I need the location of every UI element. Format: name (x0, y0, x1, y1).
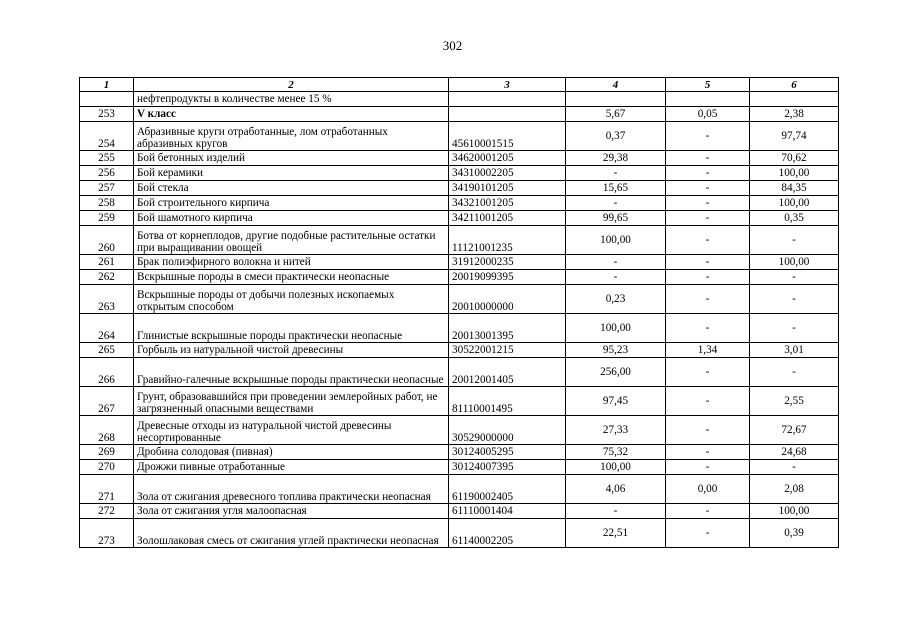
row-number: 256 (80, 166, 134, 181)
waste-name: Дрожжи пивные отработанные (134, 460, 449, 475)
fkko-code: 20019099395 (449, 270, 566, 285)
table-row (80, 314, 839, 343)
value-col-4: 22,51 (566, 519, 666, 548)
value-col-4 (566, 92, 666, 107)
value-col-4: 27,33 (566, 416, 666, 445)
table-row (80, 211, 839, 226)
value-col-6 (750, 92, 839, 107)
row-number: 261 (80, 255, 134, 270)
table-row (80, 519, 839, 548)
value-col-4: 0,23 (566, 285, 666, 314)
column-header: 1 (80, 78, 134, 92)
value-col-6: 72,67 (750, 416, 839, 445)
waste-name: V класс (134, 107, 449, 122)
row-number: 265 (80, 343, 134, 358)
value-col-5: - (666, 285, 750, 314)
row-number: 272 (80, 504, 134, 519)
value-col-6: 2,08 (750, 475, 839, 504)
header-row (80, 78, 839, 92)
value-col-4: - (566, 196, 666, 211)
table-row (80, 92, 839, 107)
fkko-code: 34321001205 (449, 196, 566, 211)
value-col-5: - (666, 255, 750, 270)
fkko-code: 30522001215 (449, 343, 566, 358)
value-col-4: 95,23 (566, 343, 666, 358)
value-col-6: 0,39 (750, 519, 839, 548)
fkko-code: 34190101205 (449, 181, 566, 196)
waste-name: Дробина солодовая (пивная) (134, 445, 449, 460)
value-col-4: 100,00 (566, 314, 666, 343)
value-col-4: 100,00 (566, 460, 666, 475)
table-row (80, 343, 839, 358)
waste-name: Бой стекла (134, 181, 449, 196)
fkko-code: 20012001405 (449, 358, 566, 387)
row-number: 264 (80, 314, 134, 343)
value-col-6: - (750, 460, 839, 475)
value-col-6: - (750, 285, 839, 314)
fkko-code: 11121001235 (449, 226, 566, 255)
value-col-5: - (666, 196, 750, 211)
table-row (80, 460, 839, 475)
fkko-code: 30124007395 (449, 460, 566, 475)
table-row (80, 226, 839, 255)
value-col-6: 2,38 (750, 107, 839, 122)
value-col-5: - (666, 181, 750, 196)
value-col-5: - (666, 151, 750, 166)
value-col-4: - (566, 166, 666, 181)
table-row (80, 504, 839, 519)
value-col-5: - (666, 122, 750, 151)
value-col-6: - (750, 226, 839, 255)
value-col-6: 100,00 (750, 255, 839, 270)
value-col-6: 2,55 (750, 387, 839, 416)
row-number: 255 (80, 151, 134, 166)
row-number: 253 (80, 107, 134, 122)
value-col-6: 100,00 (750, 196, 839, 211)
value-col-5: - (666, 270, 750, 285)
value-col-4: 99,65 (566, 211, 666, 226)
table-row (80, 107, 839, 122)
table-row (80, 475, 839, 504)
waste-name: Брак полиэфирного волокна и нитей (134, 255, 449, 270)
value-col-6: 0,35 (750, 211, 839, 226)
value-col-4: 97,45 (566, 387, 666, 416)
waste-table (79, 77, 839, 548)
table-row (80, 122, 839, 151)
row-number: 271 (80, 475, 134, 504)
table-row (80, 270, 839, 285)
waste-name: нефтепродукты в количестве менее 15 % (134, 92, 449, 107)
row-number: 267 (80, 387, 134, 416)
value-col-6: 24,68 (750, 445, 839, 460)
value-col-5 (666, 92, 750, 107)
row-number: 270 (80, 460, 134, 475)
value-col-6: 84,35 (750, 181, 839, 196)
value-col-4: 15,65 (566, 181, 666, 196)
value-col-6: 70,62 (750, 151, 839, 166)
row-number: 260 (80, 226, 134, 255)
fkko-code: 61110001404 (449, 504, 566, 519)
value-col-5: - (666, 504, 750, 519)
table-row (80, 416, 839, 445)
page-number: 302 (442, 38, 463, 53)
value-col-5: - (666, 416, 750, 445)
waste-name: Золошлаковая смесь от сжигания углей практически неопасная (134, 519, 449, 548)
table-row (80, 181, 839, 196)
waste-name: Зола от сжигания древесного топлива практически неопасная (134, 475, 449, 504)
value-col-5: - (666, 519, 750, 548)
value-col-4: 75,32 (566, 445, 666, 460)
value-col-4: - (566, 255, 666, 270)
waste-name: Гравийно-галечные вскрышные породы практически неопасные (134, 358, 449, 387)
fkko-code: 81110001495 (449, 387, 566, 416)
row-number: 258 (80, 196, 134, 211)
waste-name: Бой бетонных изделий (134, 151, 449, 166)
fkko-code: 31912000235 (449, 255, 566, 270)
fkko-code: 20010000000 (449, 285, 566, 314)
column-header: 5 (666, 78, 750, 92)
waste-name: Бой строительного кирпича (134, 196, 449, 211)
value-col-5: 0,00 (666, 475, 750, 504)
row-number (80, 92, 134, 107)
fkko-code: 30529000000 (449, 416, 566, 445)
value-col-5: - (666, 445, 750, 460)
row-number: 263 (80, 285, 134, 314)
fkko-code: 61190002405 (449, 475, 566, 504)
value-col-5: - (666, 166, 750, 181)
waste-name: Горбыль из натуральной чистой древесины (134, 343, 449, 358)
fkko-code: 34310002205 (449, 166, 566, 181)
table-row (80, 387, 839, 416)
fkko-code: 45610001515 (449, 122, 566, 151)
column-header: 4 (566, 78, 666, 92)
row-number: 269 (80, 445, 134, 460)
fkko-code: 34211001205 (449, 211, 566, 226)
value-col-6: 3,01 (750, 343, 839, 358)
fkko-code: 20013001395 (449, 314, 566, 343)
value-col-6: - (750, 314, 839, 343)
row-number: 259 (80, 211, 134, 226)
value-col-5: - (666, 211, 750, 226)
value-col-5: - (666, 226, 750, 255)
table-row (80, 445, 839, 460)
value-col-4: 256,00 (566, 358, 666, 387)
value-col-6: - (750, 270, 839, 285)
waste-name: Ботва от корнеплодов, другие подобные растительные остатки при выращивании овощей (134, 226, 449, 255)
fkko-code: 30124005295 (449, 445, 566, 460)
value-col-6: 100,00 (750, 504, 839, 519)
waste-name: Абразивные круги отработанные, лом отработанных абразивных кругов (134, 122, 449, 151)
column-header: 6 (750, 78, 839, 92)
row-number: 262 (80, 270, 134, 285)
row-number: 257 (80, 181, 134, 196)
table-row (80, 358, 839, 387)
waste-name: Бой керамики (134, 166, 449, 181)
value-col-5: - (666, 460, 750, 475)
row-number: 273 (80, 519, 134, 548)
value-col-4: - (566, 504, 666, 519)
fkko-code (449, 107, 566, 122)
waste-name: Зола от сжигания угля малоопасная (134, 504, 449, 519)
row-number: 268 (80, 416, 134, 445)
waste-name: Вскрышные породы в смеси практически неопасные (134, 270, 449, 285)
table-row (80, 196, 839, 211)
waste-name: Бой шамотного кирпича (134, 211, 449, 226)
value-col-4: - (566, 270, 666, 285)
value-col-6: 100,00 (750, 166, 839, 181)
value-col-5: - (666, 314, 750, 343)
value-col-5: - (666, 358, 750, 387)
table-row (80, 255, 839, 270)
waste-name: Древесные отходы из натуральной чистой древесины несортированные (134, 416, 449, 445)
value-col-4: 0,37 (566, 122, 666, 151)
value-col-4: 29,38 (566, 151, 666, 166)
value-col-5: 0,05 (666, 107, 750, 122)
waste-name: Грунт, образовавшийся при проведении землеройных работ, не загрязненный опасными веществами (134, 387, 449, 416)
value-col-6: 97,74 (750, 122, 839, 151)
value-col-5: - (666, 387, 750, 416)
fkko-code (449, 92, 566, 107)
fkko-code: 61140002205 (449, 519, 566, 548)
fkko-code: 34620001205 (449, 151, 566, 166)
row-number: 266 (80, 358, 134, 387)
table-body (80, 92, 839, 548)
table-row (80, 151, 839, 166)
row-number: 254 (80, 122, 134, 151)
column-header: 3 (449, 78, 566, 92)
table-row (80, 166, 839, 181)
value-col-5: 1,34 (666, 343, 750, 358)
value-col-6: - (750, 358, 839, 387)
waste-name: Вскрышные породы от добычи полезных ископаемых открытым способом (134, 285, 449, 314)
value-col-4: 100,00 (566, 226, 666, 255)
value-col-4: 4,06 (566, 475, 666, 504)
waste-name: Глинистые вскрышные породы практически неопасные (134, 314, 449, 343)
value-col-4: 5,67 (566, 107, 666, 122)
table-row (80, 285, 839, 314)
column-header: 2 (134, 78, 449, 92)
